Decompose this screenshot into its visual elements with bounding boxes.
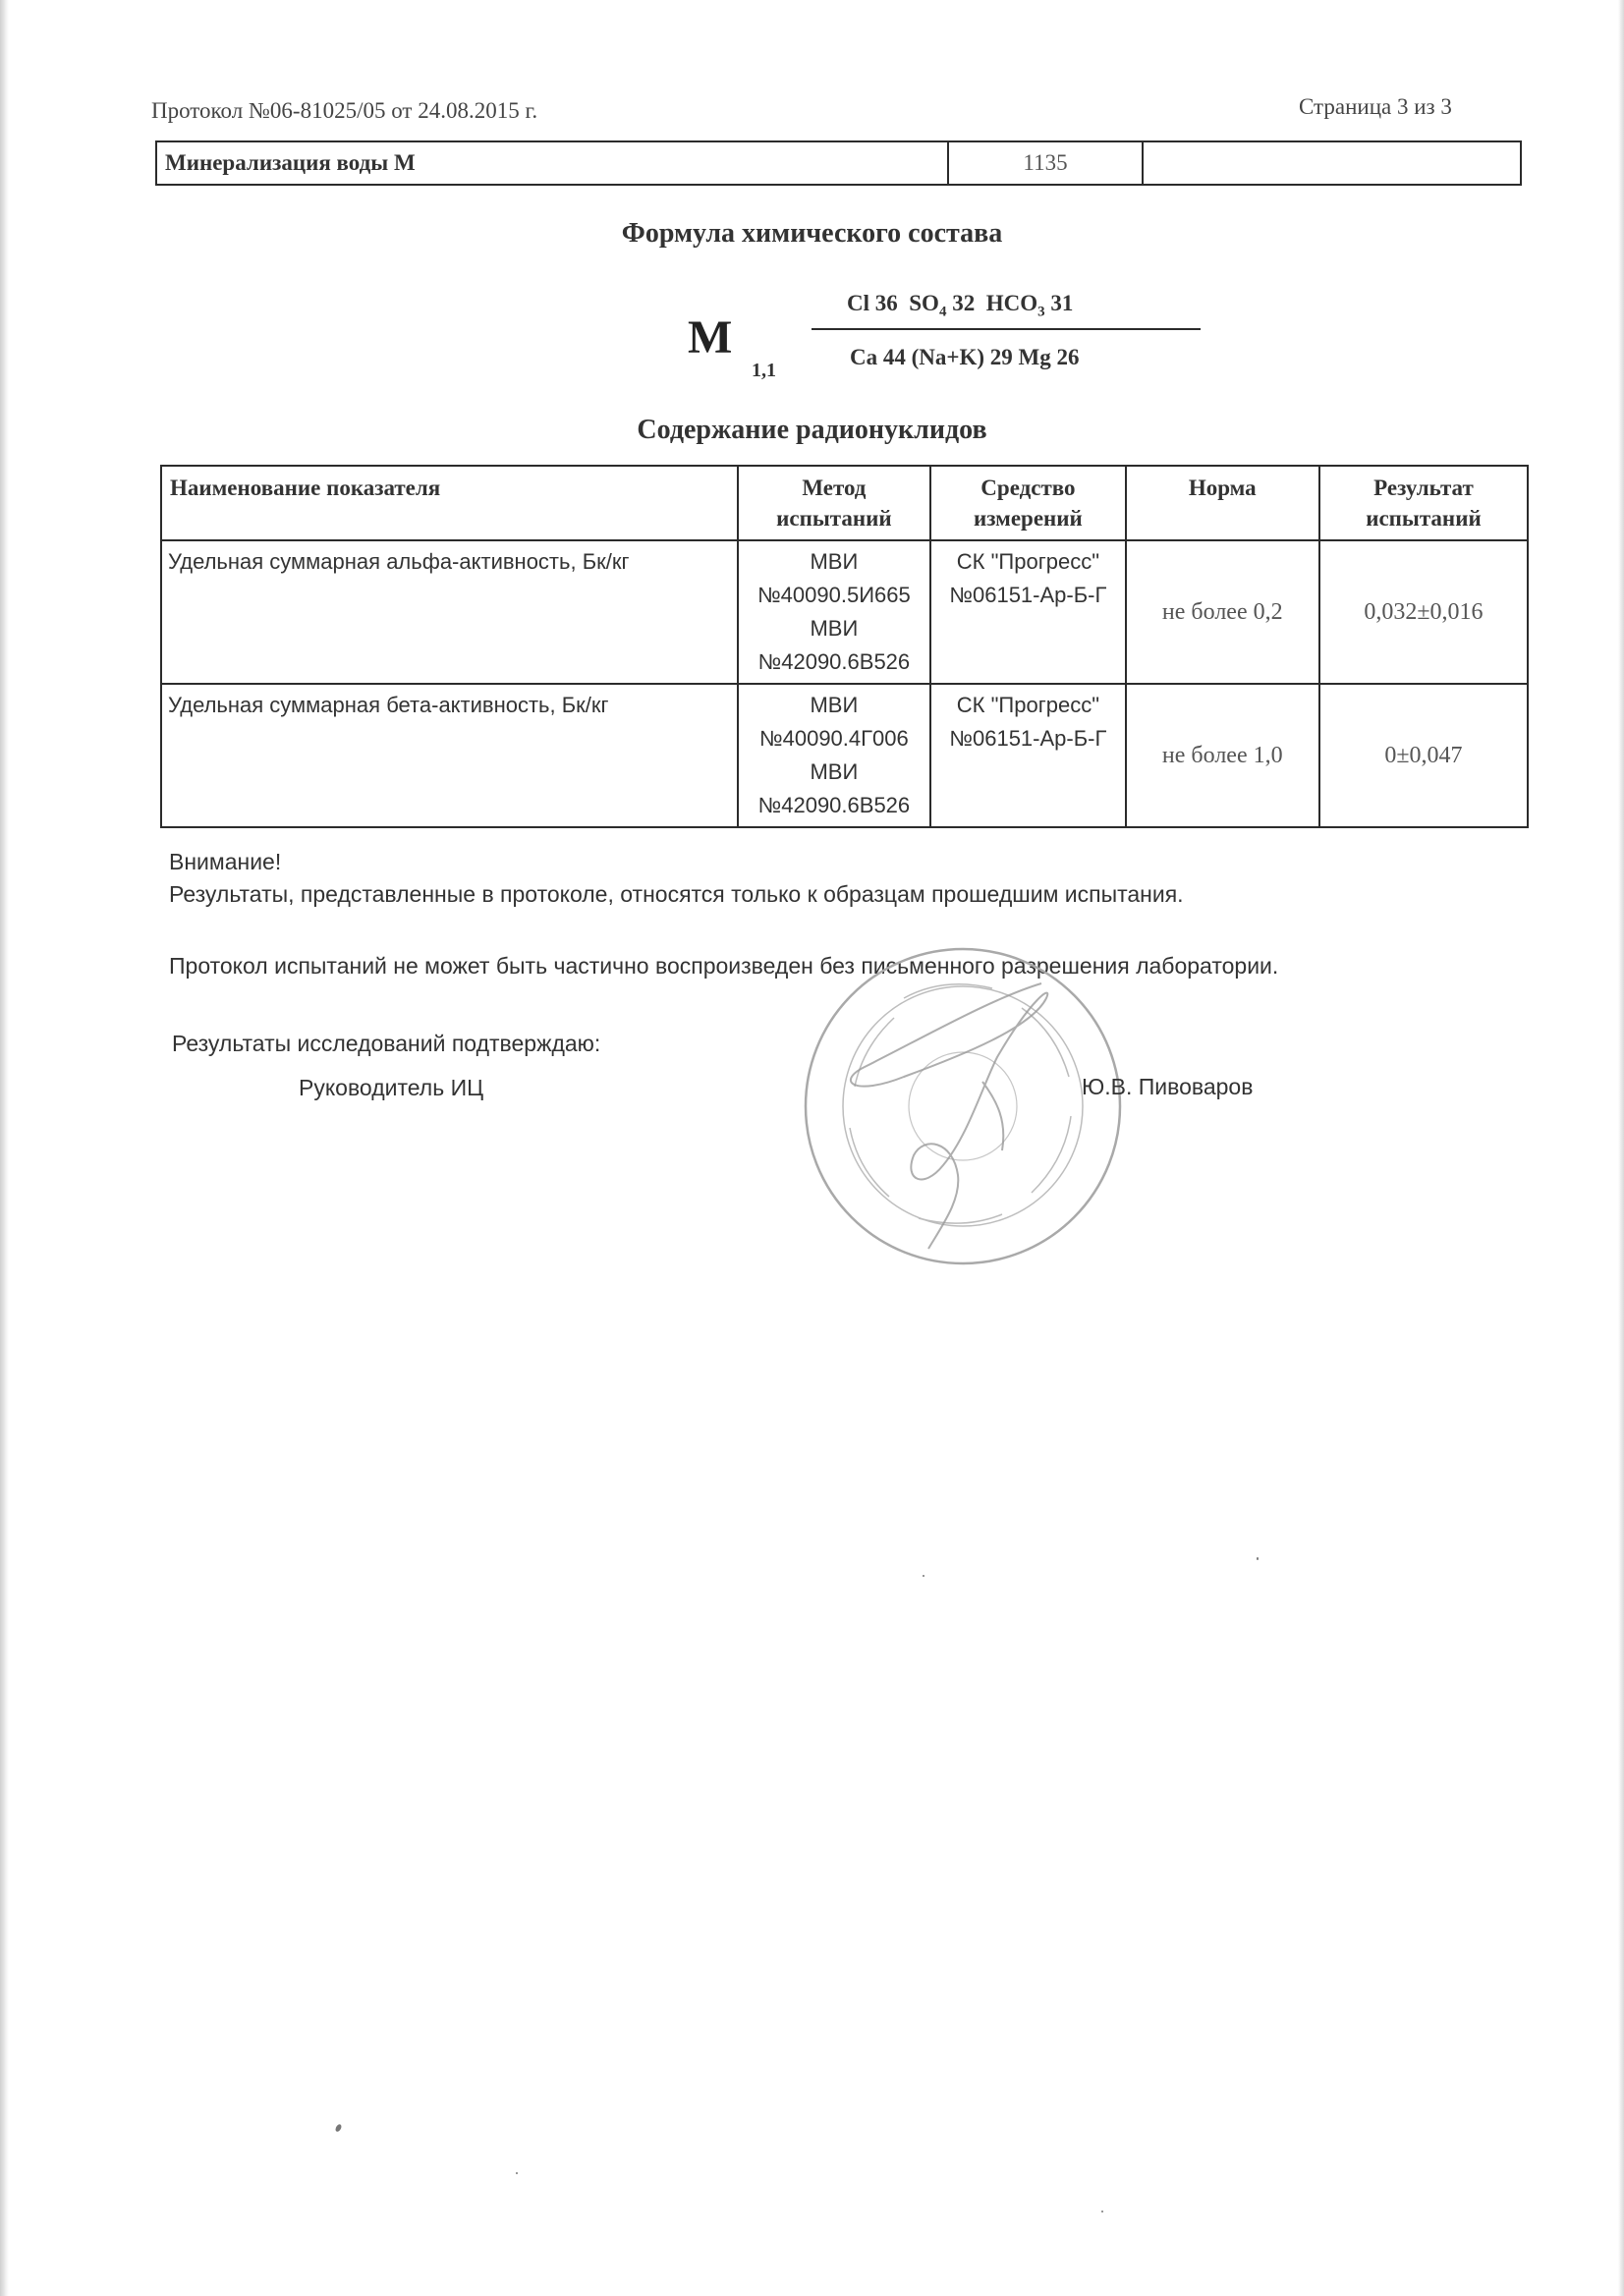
formula-symbol: М xyxy=(688,311,733,364)
column-header-norm: Норма xyxy=(1126,466,1319,540)
measuring-instrument: СК "Прогресс" №06151-Ар-Б-Г xyxy=(930,684,1125,827)
signatory-role: Руководитель ИЦ xyxy=(299,1075,484,1100)
mineralization-empty-cell xyxy=(1143,141,1521,185)
formula-cl: Cl 36 xyxy=(847,291,898,315)
method-line: №42090.6В526 xyxy=(757,649,911,674)
test-method xyxy=(738,684,931,827)
scan-speck xyxy=(516,2172,518,2174)
method-line: №42090.6В526 xyxy=(757,793,911,817)
mineralization-label: Минерализация воды М xyxy=(156,141,948,185)
method-line: МВИ xyxy=(810,616,859,641)
column-header-name: Наименование показателя xyxy=(161,466,738,540)
formula-hco-val: 31 xyxy=(1050,291,1074,315)
scan-speck xyxy=(1101,2211,1103,2212)
scan-speck xyxy=(334,2123,342,2132)
test-method xyxy=(738,540,931,684)
mineralization-value: 1135 xyxy=(948,141,1143,185)
method-line: МВИ xyxy=(810,549,859,574)
radionuclides-table xyxy=(160,465,1529,828)
norm-value: не более 1,0 xyxy=(1126,684,1319,827)
seal-stamp-icon xyxy=(796,939,1130,1273)
confirmation-text: Результаты исследований подтверждаю: xyxy=(172,1031,601,1056)
method-line: №40090.4Г006 xyxy=(759,726,909,751)
table-row xyxy=(161,684,1528,827)
formula-numerator xyxy=(847,291,1073,321)
table-row xyxy=(161,540,1528,684)
note-results-scope: Результаты, представленные в протоколе, относятся только к образцам прошедшим испытания. xyxy=(169,881,1184,907)
note-reproduction: Протокол испытаний не может быть частично воспроизведен без письменного разрешения лаборатории. xyxy=(169,953,1279,979)
formula-so-sub: 4 xyxy=(938,304,947,320)
formula-hco: HCO xyxy=(985,291,1038,315)
scan-edge-right xyxy=(1618,0,1624,2296)
column-header-instrument: Средство измерений xyxy=(930,466,1125,540)
page-number: Страница 3 из 3 xyxy=(1299,94,1452,119)
radionuclides-title: Содержание радионуклидов xyxy=(637,415,987,445)
test-result: 0,032±0,016 xyxy=(1319,540,1528,684)
test-result: 0±0,047 xyxy=(1319,684,1528,827)
method-line: МВИ xyxy=(810,693,859,717)
scan-speck xyxy=(1257,1557,1259,1560)
formula-so: SO xyxy=(909,291,939,315)
table-row xyxy=(156,141,1521,185)
column-header-method: Метод испытаний xyxy=(738,466,931,540)
indicator-name: Удельная суммарная альфа-активность, Бк/кг xyxy=(161,540,738,684)
method-line: №40090.5И665 xyxy=(757,583,911,607)
table-header-row xyxy=(161,466,1528,540)
signatory-name: Ю.В. Пивоваров xyxy=(1082,1074,1254,1099)
column-header-result: Результат испытаний xyxy=(1319,466,1528,540)
norm-value: не более 0,2 xyxy=(1126,540,1319,684)
method-line: МВИ xyxy=(810,759,859,784)
formula-fraction-line xyxy=(812,328,1201,330)
formula-so-val: 32 xyxy=(952,291,976,315)
formula-denominator: Ca 44 (Na+K) 29 Mg 26 xyxy=(850,345,1080,369)
mineralization-table xyxy=(155,140,1522,186)
formula-subscript: 1,1 xyxy=(752,360,776,381)
formula-title: Формула химического состава xyxy=(621,218,1003,249)
scan-speck xyxy=(923,1575,924,1577)
indicator-name: Удельная суммарная бета-активность, Бк/кг xyxy=(161,684,738,827)
protocol-header: Протокол №06-81025/05 от 24.08.2015 г. xyxy=(151,98,538,123)
measuring-instrument: СК "Прогресс" №06151-Ар-Б-Г xyxy=(930,540,1125,684)
formula-hco-sub: 3 xyxy=(1037,304,1045,320)
scan-edge-left xyxy=(0,0,9,2296)
attention-label: Внимание! xyxy=(169,849,282,874)
